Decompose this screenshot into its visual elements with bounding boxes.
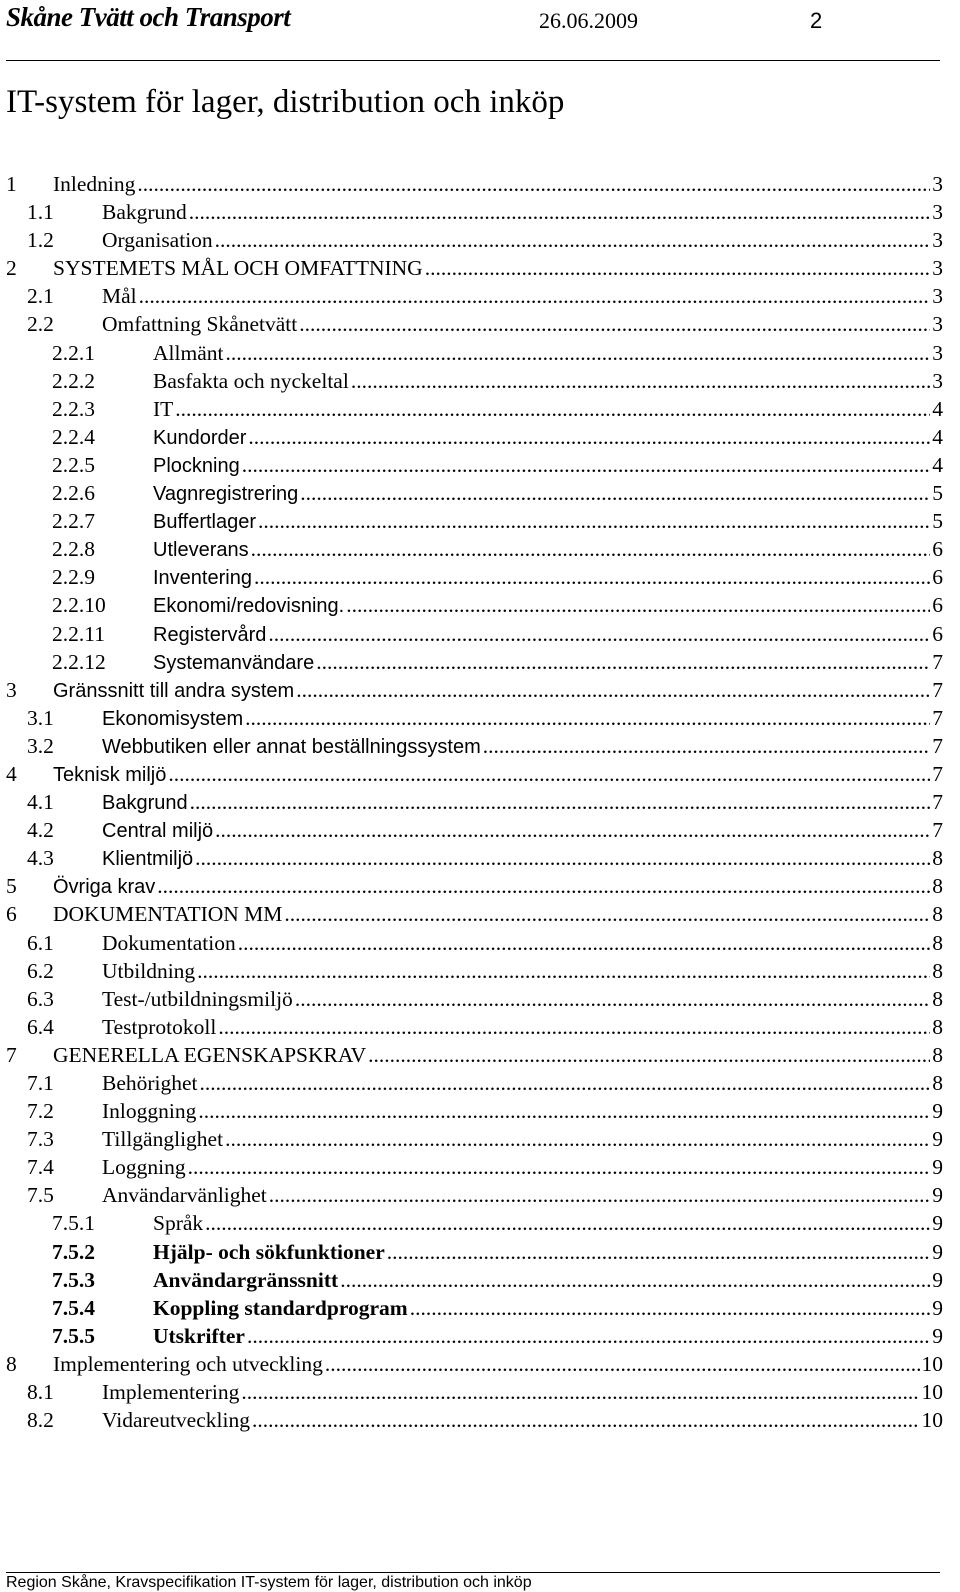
toc-entry-title: Ekonomisystem <box>102 707 244 730</box>
toc-entry-number: 7.1 <box>27 1071 54 1095</box>
toc-entry-title: Implementering och utveckling <box>53 1351 323 1376</box>
toc-entry-number: 2.2.9 <box>52 565 95 590</box>
toc-dot-leader <box>175 395 930 423</box>
toc-entry-number: 1.1 <box>27 200 54 225</box>
toc-entry[interactable] <box>6 704 943 732</box>
toc-entry-page: 7 <box>932 818 943 843</box>
toc-entry-title: GENERELLA EGENSKAPSKRAV <box>53 1042 367 1067</box>
toc-entry-number: 4.1 <box>27 790 54 815</box>
footer-rule <box>6 1572 940 1573</box>
toc-entry-title: Basfakta och nyckeltal <box>153 368 349 393</box>
toc-dot-leader <box>139 282 931 310</box>
toc-entry[interactable] <box>6 929 943 957</box>
toc-entry-number: 3 <box>6 677 17 702</box>
toc-dot-leader <box>296 676 930 704</box>
toc-entry-title: Hjälp- och sökfunktioner <box>153 1239 385 1264</box>
toc-dot-leader <box>295 985 930 1013</box>
toc-entry-title: Buffertlager <box>153 511 257 534</box>
company-name: Skåne Tvätt och Transport <box>6 2 291 32</box>
toc-entry-page: 3 <box>932 284 943 309</box>
toc-entry[interactable] <box>6 1322 943 1350</box>
toc-entry[interactable] <box>6 423 943 451</box>
toc-entry-page: 3 <box>932 312 943 337</box>
toc-entry[interactable] <box>6 1181 943 1209</box>
toc-entry-number: 2.2.4 <box>52 424 95 449</box>
toc-entry-title: Implementering <box>102 1380 240 1405</box>
toc-entry-title: Dokumentation <box>102 930 236 955</box>
toc-entry-title: Kundorder <box>153 426 247 449</box>
toc-entry-title: Inloggning <box>102 1099 197 1124</box>
toc-dot-leader <box>137 170 930 198</box>
toc-entry[interactable] <box>6 676 943 704</box>
toc-entry-number: 1 <box>6 172 17 196</box>
toc-entry-title: Vagnregistrering <box>153 483 299 506</box>
toc-entry-page: 8 <box>932 846 943 871</box>
toc-entry[interactable] <box>6 985 943 1013</box>
toc-entry-page: 7 <box>932 761 943 786</box>
toc-entry-number: 2.2.10 <box>52 593 106 618</box>
toc-dot-leader <box>300 479 930 507</box>
document-title: IT-system för lager, distribution och inköp <box>6 84 565 120</box>
toc-entry-number: 8.1 <box>27 1380 54 1405</box>
toc-entry-page: 8 <box>932 1014 943 1039</box>
toc-dot-leader <box>425 254 931 282</box>
toc-dot-leader <box>215 816 930 844</box>
toc-entry-page: 8 <box>932 930 943 955</box>
toc-entry-number: 4.3 <box>27 846 54 871</box>
toc-entry-number: 5 <box>6 874 17 899</box>
toc-entry[interactable] <box>6 367 943 395</box>
toc-entry-title: Språk <box>153 1211 204 1236</box>
toc-entry-number: 2.2.3 <box>52 396 95 421</box>
toc-entry[interactable] <box>6 591 943 619</box>
toc-dot-leader <box>269 1181 930 1209</box>
footer-text: Region Skåne, Kravspecifikation IT-system för lager, distribution och inköp <box>6 1574 532 1591</box>
toc-entry-page: 9 <box>932 1211 943 1236</box>
toc-entry[interactable] <box>6 563 943 591</box>
toc-entry-page: 8 <box>932 902 943 927</box>
toc-entry-page: 9 <box>932 1239 943 1264</box>
toc-entry-page: 7 <box>932 790 943 815</box>
toc-entry-title: Utskrifter <box>153 1323 245 1348</box>
toc-entry-number: 8.2 <box>27 1408 54 1433</box>
toc-dot-leader <box>195 844 930 872</box>
toc-entry-number: 7.5.3 <box>52 1267 95 1292</box>
toc-entry-title: Inventering <box>153 567 252 590</box>
toc-entry-page: 9 <box>932 1323 943 1348</box>
toc-entry-title: Mål <box>102 284 137 309</box>
toc-entry-page: 9 <box>932 1267 943 1292</box>
toc-entry-title: Användarvänlighet <box>102 1183 267 1208</box>
toc-entry-title: Allmänt <box>153 340 224 365</box>
toc-dot-leader <box>351 367 930 395</box>
toc-entry-title: Utbildning <box>102 958 196 983</box>
toc-entry-number: 2.2.2 <box>52 368 95 393</box>
toc-entry[interactable] <box>6 957 943 985</box>
toc-entry-number: 6.1 <box>27 930 54 955</box>
toc-entry[interactable] <box>6 310 943 338</box>
toc-entry-page: 3 <box>932 256 943 281</box>
toc-dot-leader <box>340 1266 930 1294</box>
toc-dot-leader <box>251 535 931 563</box>
toc-entry-page: 7 <box>932 649 943 674</box>
toc-dot-leader <box>368 1041 930 1069</box>
toc-entry[interactable] <box>6 1294 943 1322</box>
toc-entry-page: 9 <box>932 1127 943 1152</box>
toc-dot-leader <box>189 198 930 226</box>
toc-entry[interactable] <box>6 620 943 648</box>
toc-entry[interactable] <box>6 1406 943 1434</box>
toc-entry-number: 2.2.12 <box>52 649 106 674</box>
toc-entry[interactable] <box>6 479 943 507</box>
toc-entry[interactable] <box>6 451 943 479</box>
page-header <box>0 0 960 64</box>
toc-entry-number: 1.2 <box>27 228 54 253</box>
toc-entry[interactable] <box>6 254 943 282</box>
toc-dot-leader <box>238 929 930 957</box>
toc-entry-page: 7 <box>932 677 943 702</box>
toc-entry-page: 8 <box>932 874 943 899</box>
toc-entry-number: 2 <box>6 256 17 281</box>
toc-dot-leader <box>168 760 930 788</box>
toc-entry[interactable] <box>6 788 943 816</box>
toc-entry-title: Vidareutveckling <box>102 1408 250 1433</box>
toc-dot-leader <box>225 339 930 367</box>
toc-entry[interactable] <box>6 1013 943 1041</box>
toc-entry[interactable] <box>6 1238 943 1266</box>
toc-entry-page: 8 <box>932 986 943 1011</box>
toc-entry-number: 8 <box>6 1351 17 1376</box>
toc-entry[interactable] <box>6 844 943 872</box>
toc-entry[interactable] <box>6 760 943 788</box>
toc-entry-number: 7.5.2 <box>52 1239 95 1264</box>
toc-entry-number: 4.2 <box>27 818 54 843</box>
toc-entry-page: 6 <box>932 537 943 562</box>
toc-entry-title: Inledning <box>53 172 136 196</box>
toc-entry-title: DOKUMENTATION MM <box>53 902 283 927</box>
toc-dot-leader <box>190 788 931 816</box>
toc-entry-number: 2.1 <box>27 284 54 309</box>
toc-entry-number: 6.4 <box>27 1014 54 1039</box>
toc-entry[interactable] <box>6 226 943 254</box>
toc-entry-page: 9 <box>932 1183 943 1208</box>
toc-entry-page: 3 <box>932 228 943 253</box>
toc-dot-leader <box>200 1069 931 1097</box>
toc-entry[interactable] <box>6 1378 943 1406</box>
toc-entry-number: 2.2 <box>27 312 54 337</box>
toc-entry-page: 7 <box>932 705 943 730</box>
toc-entry-page: 4 <box>932 424 943 449</box>
toc-dot-leader <box>248 423 930 451</box>
toc-dot-leader <box>245 704 930 732</box>
toc-entry-number: 7.4 <box>27 1155 54 1180</box>
toc-entry[interactable] <box>6 1266 943 1294</box>
toc-entry-page: 4 <box>932 452 943 477</box>
toc-entry-page: 3 <box>932 172 943 196</box>
toc-dot-leader <box>254 563 930 591</box>
toc-entry-title: Behörighet <box>102 1071 198 1095</box>
toc-entry-page: 9 <box>932 1295 943 1320</box>
toc-entry-number: 6 <box>6 902 17 927</box>
toc-entry-title: Ekonomi/redovisning. <box>153 595 345 618</box>
page-footer <box>0 1570 960 1592</box>
toc-dot-leader <box>205 1209 930 1237</box>
toc-entry-number: 7.5.1 <box>52 1211 95 1236</box>
toc-dot-leader <box>188 1153 931 1181</box>
toc-entry-page: 6 <box>932 621 943 646</box>
toc-entry[interactable] <box>6 282 943 310</box>
toc-entry-title: Bakgrund <box>102 200 187 225</box>
toc-entry-title: Organisation <box>102 228 213 253</box>
toc-entry[interactable] <box>6 395 943 423</box>
toc-entry[interactable] <box>6 1209 943 1237</box>
toc-entry[interactable] <box>6 900 943 928</box>
toc-entry-number: 7.3 <box>27 1127 54 1152</box>
toc-entry-title: Teknisk miljö <box>53 763 167 786</box>
toc-dot-leader <box>197 957 930 985</box>
toc-entry-page: 5 <box>932 509 943 534</box>
toc-entry[interactable] <box>6 507 943 535</box>
toc-entry-title: Tillgänglighet <box>102 1127 224 1152</box>
toc-entry-title: Webbutiken eller annat beställningssystem <box>102 735 481 758</box>
toc-entry-page: 6 <box>932 593 943 618</box>
toc-dot-leader <box>284 900 930 928</box>
toc-dot-leader <box>157 872 930 900</box>
toc-entry-title: Testprotokoll <box>102 1014 217 1039</box>
toc-entry-title: Central miljö <box>102 820 214 843</box>
toc-entry[interactable] <box>6 732 943 760</box>
toc-entry-title: Plockning <box>153 454 240 477</box>
toc-entry-number: 7.2 <box>27 1099 54 1124</box>
toc-entry-number: 7 <box>6 1042 17 1067</box>
toc-entry[interactable] <box>6 1153 943 1181</box>
toc-entry-title: SYSTEMETS MÅL OCH OMFATTNING <box>53 256 423 281</box>
toc-entry-title: Koppling standardprogram <box>153 1295 408 1320</box>
toc-entry-page: 8 <box>932 1042 943 1067</box>
toc-entry[interactable] <box>6 1350 943 1378</box>
toc-entry[interactable] <box>6 648 943 676</box>
toc-entry-number: 6.3 <box>27 986 54 1011</box>
toc-dot-leader <box>198 1097 930 1125</box>
toc-entry-page: 3 <box>932 200 943 225</box>
toc-entry-page: 6 <box>932 565 943 590</box>
toc-entry-number: 2.2.7 <box>52 509 95 534</box>
toc-dot-leader <box>218 1013 930 1041</box>
toc-entry[interactable] <box>6 1041 943 1069</box>
toc-entry-number: 4 <box>6 761 17 786</box>
toc-dot-leader <box>215 226 931 254</box>
toc-entry-title: IT <box>153 396 174 421</box>
toc-dot-leader <box>483 732 931 760</box>
toc-dot-leader <box>268 620 930 648</box>
toc-entry-page: 3 <box>932 340 943 365</box>
header-rule <box>6 60 940 61</box>
toc-entry-page: 9 <box>932 1099 943 1124</box>
toc-entry-number: 3.1 <box>27 705 54 730</box>
page-number: 2 <box>810 8 823 33</box>
document-date: 26.06.2009 <box>539 8 638 33</box>
toc-entry-number: 7.5 <box>27 1183 54 1208</box>
toc-dot-leader <box>242 451 931 479</box>
toc-entry-title: Bakgrund <box>102 792 188 815</box>
toc-entry-page: 10 <box>921 1351 943 1376</box>
toc-entry-number: 2.2.5 <box>52 452 95 477</box>
toc-dot-leader <box>346 591 930 619</box>
toc-entry-number: 6.2 <box>27 958 54 983</box>
toc-dot-leader <box>258 507 930 535</box>
toc-entry[interactable] <box>6 1125 943 1153</box>
toc-dot-leader <box>225 1125 930 1153</box>
toc-entry-title: Klientmiljö <box>102 848 194 871</box>
toc-entry-page: 10 <box>921 1408 943 1433</box>
toc-entry-title: Registervård <box>153 623 267 646</box>
toc-entry-title: Utleverans <box>153 539 249 562</box>
toc-entry[interactable] <box>6 535 943 563</box>
toc-entry-page: 4 <box>932 396 943 421</box>
toc-dot-leader <box>410 1294 931 1322</box>
toc-entry-title: Gränssnitt till andra system <box>53 679 295 702</box>
toc-entry[interactable] <box>6 816 943 844</box>
toc-entry-number: 2.2.1 <box>52 340 95 365</box>
toc-entry-number: 2.2.6 <box>52 481 95 506</box>
toc-entry-page: 5 <box>932 481 943 506</box>
toc-entry[interactable] <box>6 1069 943 1097</box>
toc-dot-leader <box>241 1378 919 1406</box>
toc-entry-page: 3 <box>932 368 943 393</box>
toc-entry-number: 2.2.8 <box>52 537 95 562</box>
toc-entry-page: 9 <box>932 1155 943 1180</box>
toc-entry-title: Test-/utbildningsmiljö <box>102 986 293 1011</box>
toc-entry-number: 7.5.4 <box>52 1295 95 1320</box>
toc-dot-leader <box>387 1238 930 1266</box>
toc-entry-page: 8 <box>932 1071 943 1095</box>
toc-dot-leader <box>299 310 930 338</box>
toc-entry[interactable] <box>6 198 943 226</box>
toc-entry-title: Omfattning Skånetvätt <box>102 312 298 337</box>
toc-dot-leader <box>325 1350 920 1378</box>
toc-entry[interactable] <box>6 872 943 900</box>
toc-entry-page: 7 <box>932 733 943 758</box>
toc-dot-leader <box>247 1322 930 1350</box>
toc-entry[interactable] <box>6 1097 943 1125</box>
toc-dot-leader <box>316 648 930 676</box>
toc-dot-leader <box>252 1406 920 1434</box>
toc-entry-title: Loggning <box>102 1155 186 1180</box>
toc-entry-title: Användargränssnitt <box>153 1267 339 1292</box>
table-of-contents <box>6 170 943 1434</box>
toc-entry-page: 10 <box>921 1380 943 1405</box>
toc-entry[interactable] <box>6 339 943 367</box>
toc-entry-number: 7.5.5 <box>52 1323 95 1348</box>
toc-entry-title: Systemanvändare <box>153 651 315 674</box>
toc-entry-number: 2.2.11 <box>52 621 105 646</box>
toc-entry[interactable] <box>6 170 943 198</box>
toc-entry-title: Övriga krav <box>53 876 156 899</box>
toc-entry-number: 3.2 <box>27 733 54 758</box>
toc-entry-page: 8 <box>932 958 943 983</box>
